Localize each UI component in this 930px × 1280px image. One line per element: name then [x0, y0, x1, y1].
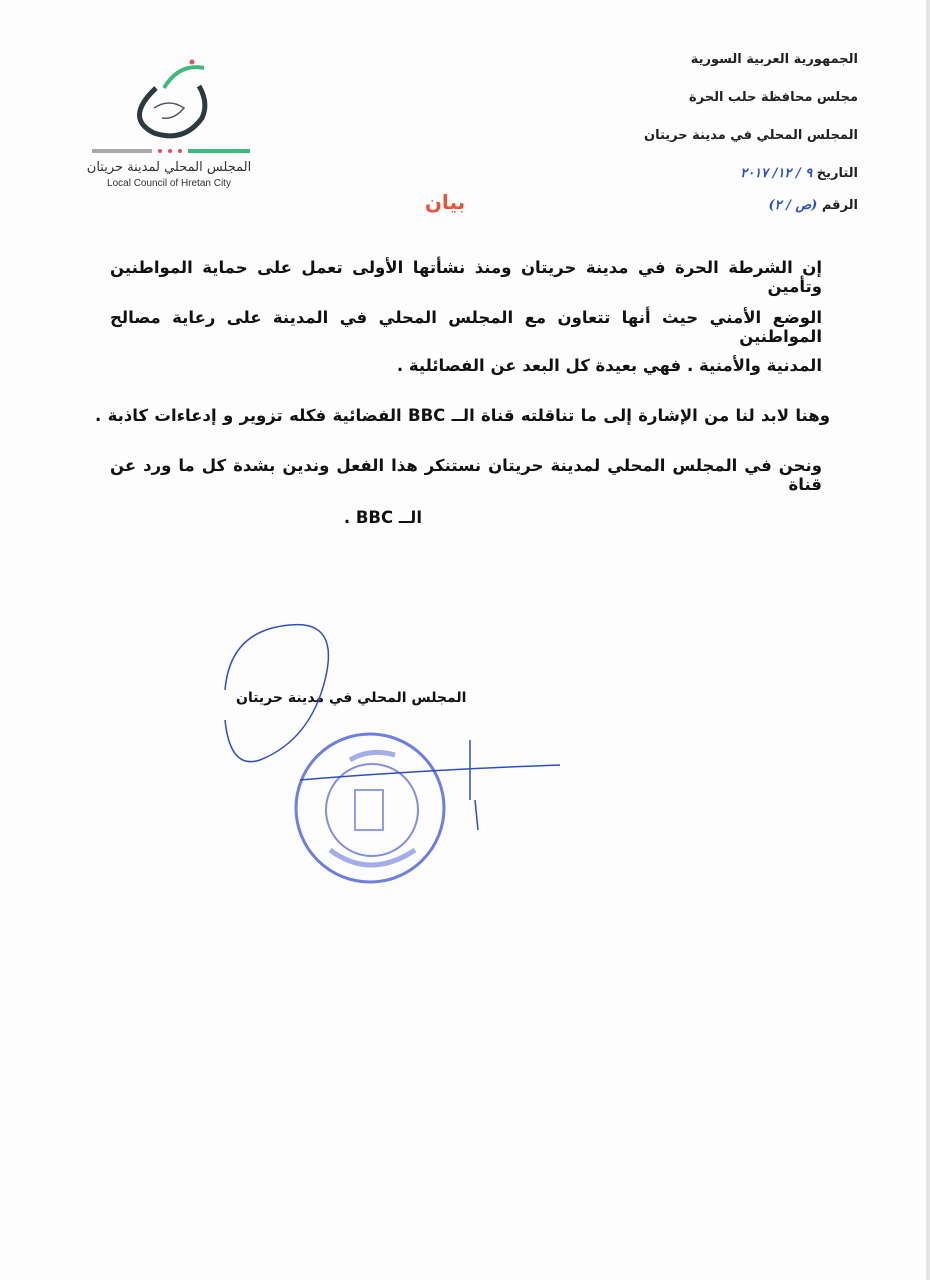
date-value: ٩ / ١٢/ ٢٠١٧ [740, 166, 813, 181]
signature-scribble-icon [225, 625, 560, 830]
date-label: التاريخ [816, 166, 858, 181]
document-title: بيان [424, 190, 466, 214]
header-governorate: مجلس محافظة حلب الحرة [689, 90, 858, 105]
official-stamp-icon [296, 734, 444, 882]
body-line: ونحن في المجلس المحلي لمدينة حريتان نستنكر هذا الفعل وندين بشدة كل ما ورد عن قناة [110, 456, 822, 494]
number-value: (ص / ٢) [768, 198, 818, 213]
body-line: المدنية والأمنية . فهي بعيدة كل البعد عن الفصائلية . [396, 356, 822, 375]
signature-label: المجلس المحلي في مدينة حريتان [236, 690, 467, 706]
header-country: الجمهورية العربية السورية [690, 52, 858, 67]
body-line: وهنا لابد لنا من الإشارة إلى ما تناقلته قناة الــ BBC الفضائية فكله تزوير و إدعاءات كاذبة . [95, 406, 830, 425]
number-label: الرقم [821, 198, 858, 213]
body-line: الــ BBC . [343, 508, 422, 527]
logo-english-name: Local Council of Hretan City [107, 178, 231, 189]
logo-arabic-name: المجلس المحلي لمدينة حريتان [86, 160, 252, 175]
header-council: المجلس المحلي في مدينة حريتان [643, 128, 858, 143]
body-line: إن الشرطة الحرة في مدينة حريتان ومنذ نشأتها الأولى تعمل على حماية المواطنين وتأمين [110, 258, 822, 296]
body-line: الوضع الأمني حيث أنها تتعاون مع المجلس المحلي في المدينة على رعاية مصالح المواطنين [110, 308, 822, 346]
